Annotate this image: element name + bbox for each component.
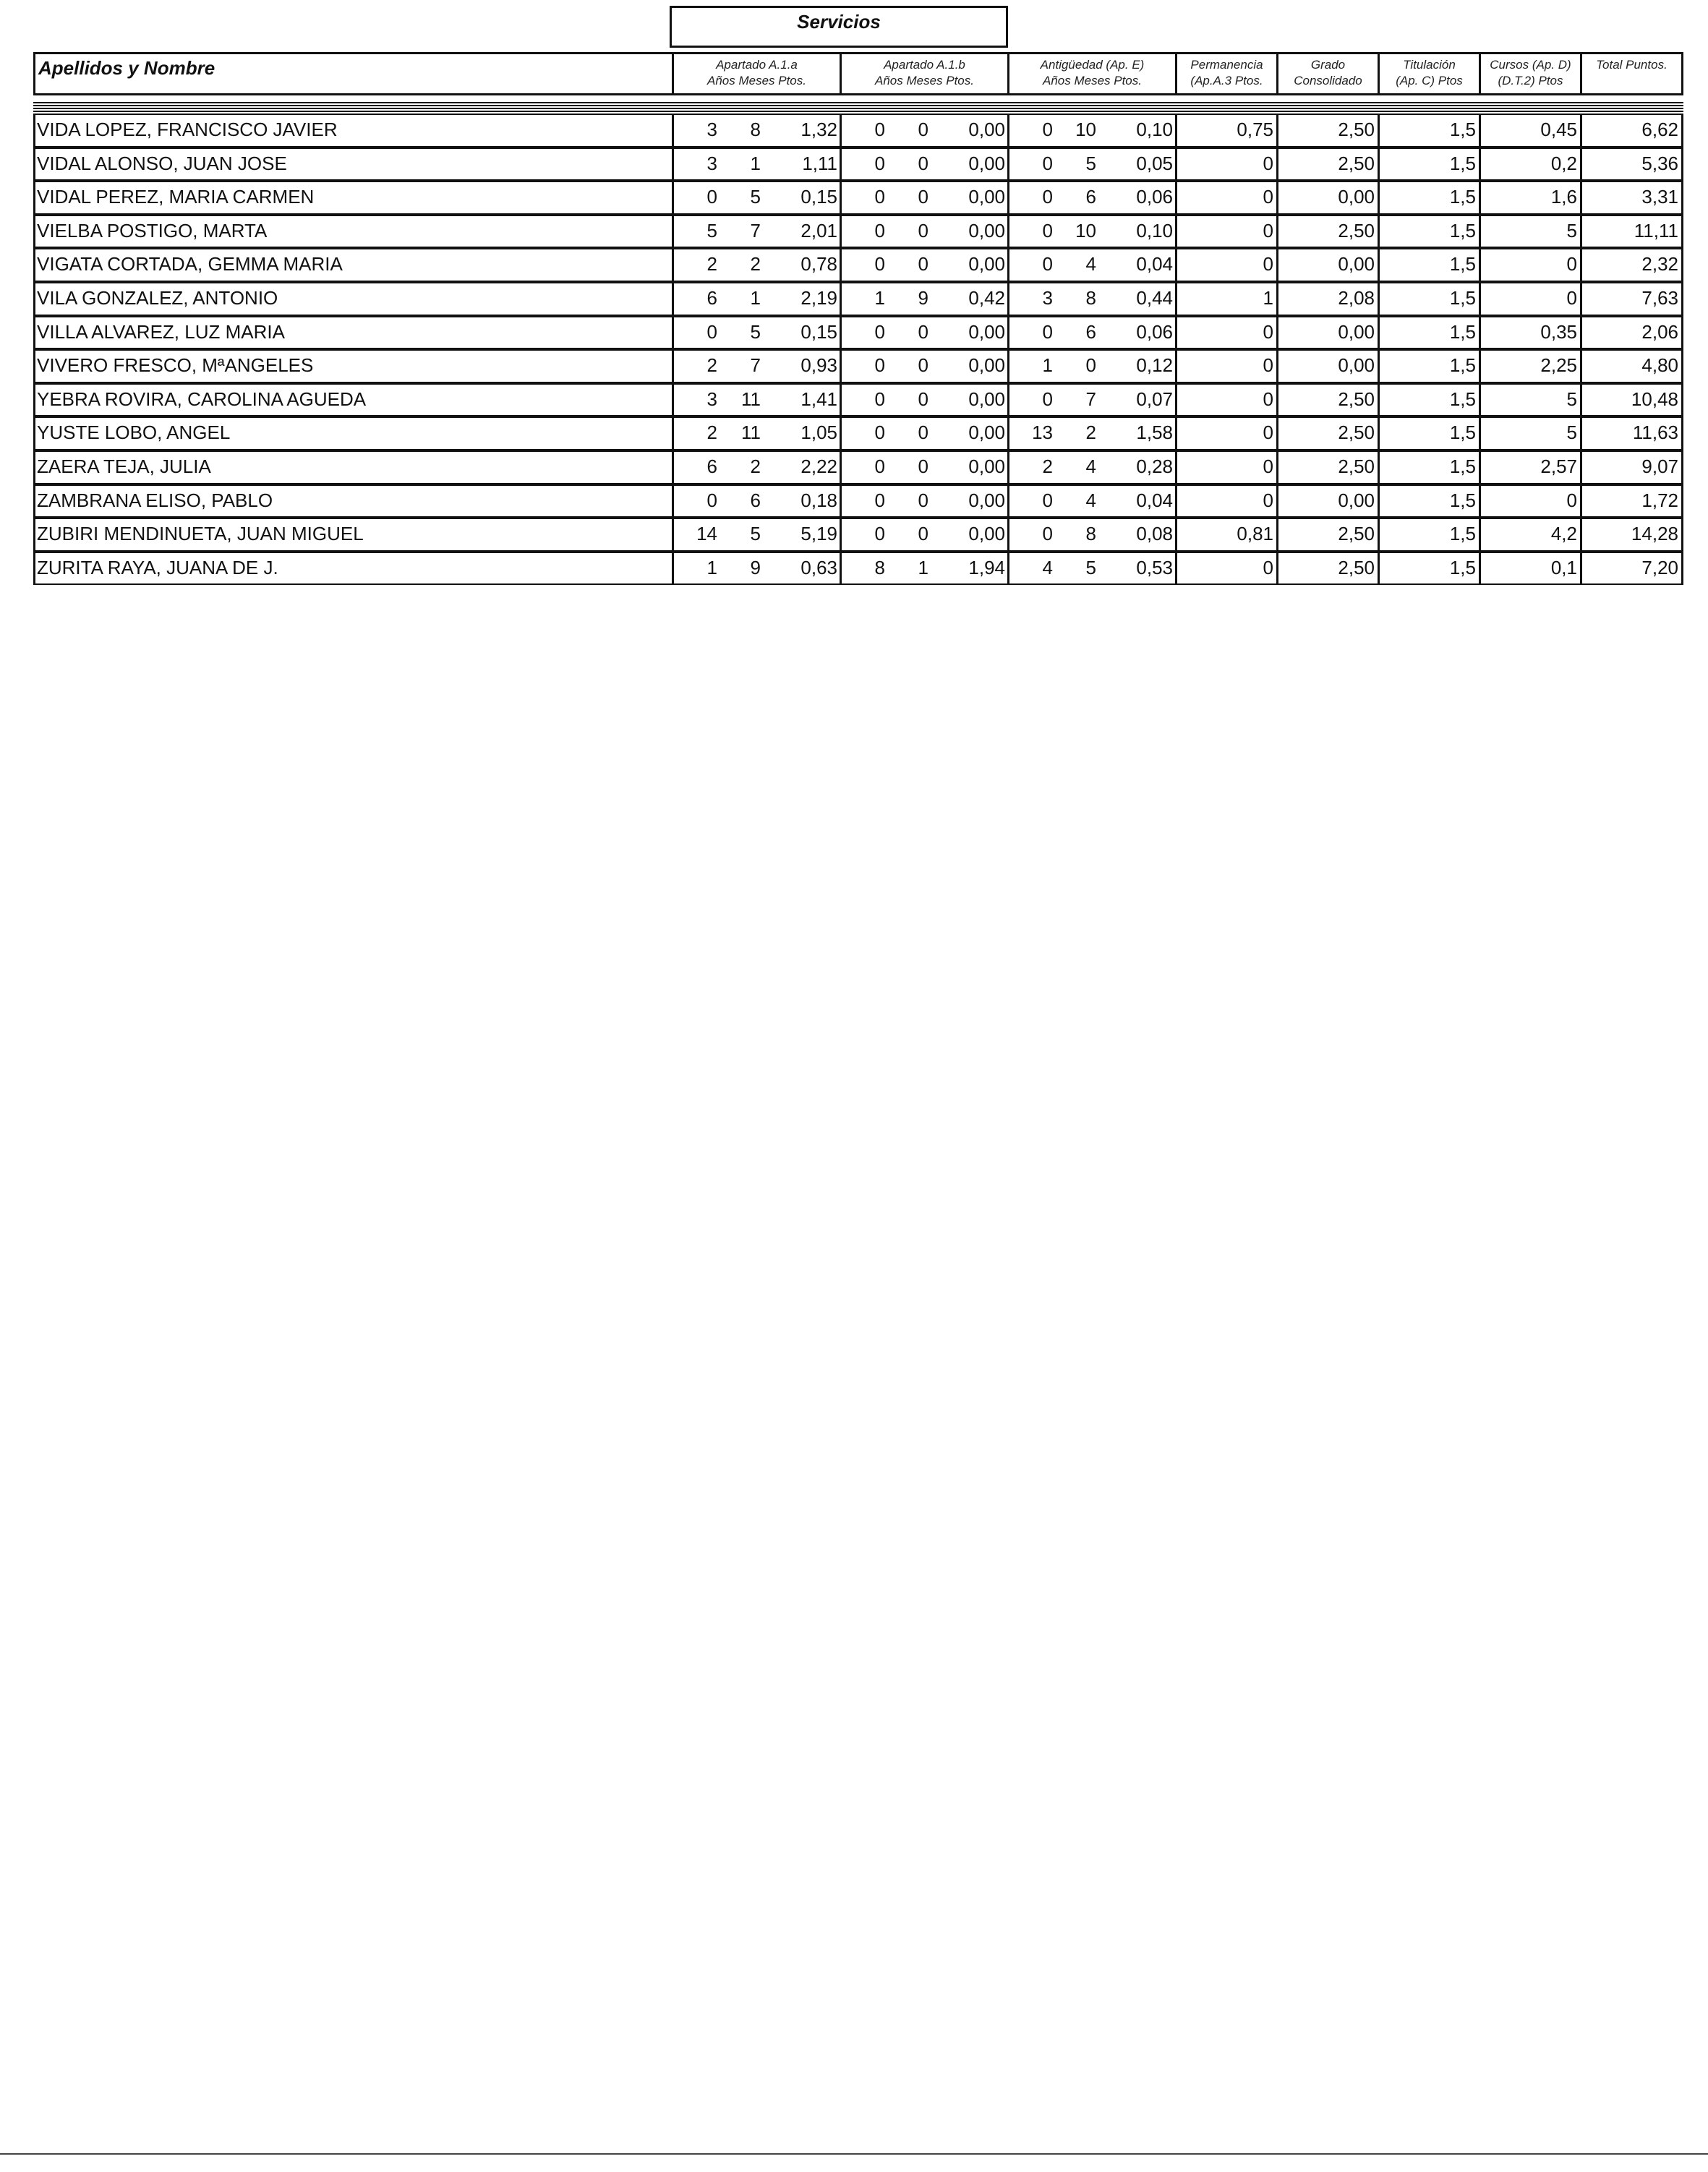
value-ptos: 0,78 bbox=[800, 253, 837, 275]
value-ptos: 2,22 bbox=[800, 455, 837, 477]
value-meses: 10 bbox=[1075, 219, 1096, 241]
value-ptos: 0,06 bbox=[1136, 320, 1173, 343]
cell-permanencia: 0 bbox=[1175, 216, 1276, 247]
value-meses: 0 bbox=[918, 186, 928, 208]
value-anos: 3 bbox=[706, 119, 717, 140]
value-ptos: 0,00 bbox=[968, 523, 1005, 545]
value-anos: 0 bbox=[874, 455, 885, 477]
table-row bbox=[33, 450, 1683, 484]
cell-apartado-a1b bbox=[840, 317, 1007, 349]
cell-cursos: 0,35 bbox=[1479, 317, 1580, 349]
value-meses: 8 bbox=[1085, 286, 1096, 309]
cell-name: VIDAL ALONSO, JUAN JOSE bbox=[37, 152, 287, 174]
cell-titulacion: 1,5 bbox=[1378, 351, 1479, 382]
cell-apartado-a1b bbox=[840, 249, 1007, 281]
cell-antiguedad bbox=[1007, 418, 1175, 449]
value-meses: 11 bbox=[741, 388, 761, 410]
cell-titulacion: 1,5 bbox=[1378, 283, 1479, 315]
value-anos: 6 bbox=[706, 286, 717, 309]
table-row bbox=[33, 552, 1683, 586]
value-meses: 0 bbox=[918, 354, 928, 377]
cell-apartado-a1b bbox=[840, 115, 1007, 146]
value-ptos: 0,04 bbox=[1136, 253, 1173, 275]
value-meses: 4 bbox=[1085, 489, 1096, 511]
cell-apartado-a1a bbox=[672, 418, 840, 449]
value-meses: 0 bbox=[918, 523, 928, 545]
value-ptos: 0,00 bbox=[968, 422, 1005, 444]
cell-total-puntos: 9,07 bbox=[1580, 452, 1681, 483]
value-ptos: 0,18 bbox=[800, 489, 837, 511]
cell-grado-consolidado: 2,50 bbox=[1276, 115, 1378, 146]
value-anos: 13 bbox=[1032, 422, 1053, 444]
table-row bbox=[33, 349, 1683, 383]
value-ptos: 0,12 bbox=[1136, 354, 1173, 377]
value-ptos: 5,19 bbox=[800, 523, 837, 545]
value-meses: 0 bbox=[918, 119, 928, 140]
value-ptos: 0,00 bbox=[968, 253, 1005, 275]
cell-permanencia: 0 bbox=[1175, 418, 1276, 449]
cell-total-puntos: 1,72 bbox=[1580, 486, 1681, 517]
value-meses: 0 bbox=[918, 422, 928, 444]
cell-apartado-a1b bbox=[840, 452, 1007, 483]
value-ptos: 0,10 bbox=[1136, 119, 1173, 140]
cell-permanencia: 0 bbox=[1175, 553, 1276, 584]
value-ptos: 2,01 bbox=[800, 219, 837, 241]
cell-antiguedad bbox=[1007, 385, 1175, 416]
cell-grado-consolidado: 2,50 bbox=[1276, 385, 1378, 416]
value-anos: 0 bbox=[874, 320, 885, 343]
value-ptos: 0,28 bbox=[1136, 455, 1173, 477]
cell-permanencia: 0 bbox=[1175, 317, 1276, 349]
cell-permanencia: 0,81 bbox=[1175, 519, 1276, 550]
cell-titulacion: 1,5 bbox=[1378, 418, 1479, 449]
value-anos: 0 bbox=[1042, 489, 1053, 511]
value-meses: 9 bbox=[750, 556, 761, 578]
cell-antiguedad bbox=[1007, 283, 1175, 315]
table-row bbox=[33, 147, 1683, 181]
value-meses: 10 bbox=[1075, 119, 1096, 140]
cell-apartado-a1b bbox=[840, 182, 1007, 213]
value-ptos: 0,00 bbox=[968, 354, 1005, 377]
table-row bbox=[33, 248, 1683, 282]
cell-cursos: 0,45 bbox=[1479, 115, 1580, 146]
value-meses: 5 bbox=[750, 523, 761, 545]
cell-titulacion: 1,5 bbox=[1378, 149, 1479, 180]
value-ptos: 0,15 bbox=[800, 186, 837, 208]
value-anos: 1 bbox=[706, 556, 717, 578]
cell-name: YUSTE LOBO, ANGEL bbox=[37, 422, 231, 444]
value-meses: 2 bbox=[750, 253, 761, 275]
cell-titulacion: 1,5 bbox=[1378, 519, 1479, 550]
header-separator bbox=[33, 102, 1683, 112]
value-ptos: 0,00 bbox=[968, 388, 1005, 410]
table-row bbox=[33, 416, 1683, 450]
cell-antiguedad bbox=[1007, 249, 1175, 281]
value-anos: 0 bbox=[1042, 253, 1053, 275]
value-meses: 5 bbox=[750, 186, 761, 208]
cell-grado-consolidado: 0,00 bbox=[1276, 249, 1378, 281]
cell-name: ZAERA TEJA, JULIA bbox=[37, 455, 211, 477]
cell-apartado-a1a bbox=[672, 351, 840, 382]
cell-antiguedad bbox=[1007, 519, 1175, 550]
cell-apartado-a1a bbox=[672, 216, 840, 247]
value-anos: 0 bbox=[1042, 320, 1053, 343]
cell-name: ZUBIRI MENDINUETA, JUAN MIGUEL bbox=[37, 523, 364, 545]
cell-antiguedad bbox=[1007, 182, 1175, 213]
value-meses: 8 bbox=[1085, 523, 1096, 545]
value-meses: 5 bbox=[750, 320, 761, 343]
value-ptos: 1,94 bbox=[968, 556, 1005, 578]
cell-cursos: 5 bbox=[1479, 216, 1580, 247]
cell-apartado-a1b bbox=[840, 216, 1007, 247]
cell-titulacion: 1,5 bbox=[1378, 317, 1479, 349]
cell-cursos: 1,6 bbox=[1479, 182, 1580, 213]
header-grado-consolidado: Grado Consolidado bbox=[1276, 54, 1378, 93]
cell-permanencia: 0 bbox=[1175, 149, 1276, 180]
cell-antiguedad bbox=[1007, 452, 1175, 483]
value-ptos: 0,63 bbox=[800, 556, 837, 578]
cell-apartado-a1b bbox=[840, 418, 1007, 449]
value-meses: 0 bbox=[1085, 354, 1096, 377]
cell-grado-consolidado: 2,50 bbox=[1276, 418, 1378, 449]
cell-permanencia: 0 bbox=[1175, 452, 1276, 483]
value-anos: 0 bbox=[706, 489, 717, 511]
cell-cursos: 0 bbox=[1479, 486, 1580, 517]
cell-apartado-a1a bbox=[672, 149, 840, 180]
cell-apartado-a1b bbox=[840, 486, 1007, 517]
value-anos: 0 bbox=[874, 152, 885, 174]
cell-antiguedad bbox=[1007, 486, 1175, 517]
value-meses: 1 bbox=[750, 286, 761, 309]
value-meses: 6 bbox=[1085, 320, 1096, 343]
value-meses: 1 bbox=[918, 556, 928, 578]
cell-total-puntos: 11,63 bbox=[1580, 418, 1681, 449]
table-row bbox=[33, 215, 1683, 249]
value-meses: 4 bbox=[1085, 455, 1096, 477]
cell-cursos: 5 bbox=[1479, 385, 1580, 416]
cell-permanencia: 0 bbox=[1175, 249, 1276, 281]
cell-cursos: 0,2 bbox=[1479, 149, 1580, 180]
value-anos: 0 bbox=[874, 354, 885, 377]
table-row bbox=[33, 114, 1683, 147]
value-anos: 0 bbox=[1042, 523, 1053, 545]
value-ptos: 0,00 bbox=[968, 119, 1005, 140]
value-ptos: 0,42 bbox=[968, 286, 1005, 309]
header-antiguedad: Antigüedad (Ap. E) Años Meses Ptos. bbox=[1007, 54, 1175, 93]
value-meses: 0 bbox=[918, 320, 928, 343]
value-ptos: 0,07 bbox=[1136, 388, 1173, 410]
value-anos: 3 bbox=[706, 388, 717, 410]
cell-apartado-a1b bbox=[840, 385, 1007, 416]
cell-apartado-a1a bbox=[672, 283, 840, 315]
value-meses: 8 bbox=[750, 119, 761, 140]
header-titulacion: Titulación (Ap. C) Ptos bbox=[1378, 54, 1479, 93]
cell-total-puntos: 4,80 bbox=[1580, 351, 1681, 382]
cell-name: VIVERO FRESCO, MªANGELES bbox=[37, 354, 314, 377]
value-ptos: 0,08 bbox=[1136, 523, 1173, 545]
cell-grado-consolidado: 0,00 bbox=[1276, 486, 1378, 517]
value-ptos: 0,00 bbox=[968, 320, 1005, 343]
header-apartado-a1b: Apartado A.1.b Años Meses Ptos. bbox=[840, 54, 1007, 93]
value-anos: 0 bbox=[1042, 219, 1053, 241]
value-ptos: 0,00 bbox=[968, 489, 1005, 511]
value-ptos: 0,93 bbox=[800, 354, 837, 377]
value-anos: 0 bbox=[706, 186, 717, 208]
cell-total-puntos: 7,63 bbox=[1580, 283, 1681, 315]
cell-apartado-a1b bbox=[840, 149, 1007, 180]
cell-permanencia: 0 bbox=[1175, 486, 1276, 517]
cell-grado-consolidado: 2,50 bbox=[1276, 519, 1378, 550]
cell-apartado-a1a bbox=[672, 115, 840, 146]
header-total-puntos: Total Puntos. bbox=[1580, 54, 1681, 93]
value-anos: 0 bbox=[1042, 186, 1053, 208]
cell-cursos: 5 bbox=[1479, 418, 1580, 449]
value-anos: 4 bbox=[1042, 556, 1053, 578]
value-meses: 0 bbox=[918, 219, 928, 241]
value-meses: 1 bbox=[750, 152, 761, 174]
cell-name: VIDA LOPEZ, FRANCISCO JAVIER bbox=[37, 119, 338, 140]
cell-permanencia: 0 bbox=[1175, 385, 1276, 416]
cell-antiguedad bbox=[1007, 149, 1175, 180]
cell-total-puntos: 10,48 bbox=[1580, 385, 1681, 416]
value-meses: 6 bbox=[750, 489, 761, 511]
header-apartado-a1a: Apartado A.1.a Años Meses Ptos. bbox=[672, 54, 840, 93]
value-meses: 2 bbox=[1085, 422, 1096, 444]
cell-name: ZAMBRANA ELISO, PABLO bbox=[37, 489, 273, 511]
cell-grado-consolidado: 0,00 bbox=[1276, 182, 1378, 213]
cell-permanencia: 0 bbox=[1175, 182, 1276, 213]
value-anos: 0 bbox=[706, 320, 717, 343]
value-meses: 9 bbox=[918, 286, 928, 309]
cell-total-puntos: 14,28 bbox=[1580, 519, 1681, 550]
cell-permanencia: 0 bbox=[1175, 351, 1276, 382]
value-anos: 3 bbox=[706, 152, 717, 174]
value-anos: 5 bbox=[706, 219, 717, 241]
cell-titulacion: 1,5 bbox=[1378, 385, 1479, 416]
table-body bbox=[33, 114, 1683, 585]
cell-apartado-a1a bbox=[672, 182, 840, 213]
value-ptos: 1,58 bbox=[1136, 422, 1173, 444]
cell-apartado-a1a bbox=[672, 452, 840, 483]
value-anos: 0 bbox=[874, 119, 885, 140]
value-ptos: 1,11 bbox=[802, 152, 837, 174]
cell-antiguedad bbox=[1007, 351, 1175, 382]
cell-cursos: 0 bbox=[1479, 249, 1580, 281]
cell-cursos: 4,2 bbox=[1479, 519, 1580, 550]
cell-total-puntos: 7,20 bbox=[1580, 553, 1681, 584]
value-anos: 0 bbox=[874, 489, 885, 511]
value-meses: 4 bbox=[1085, 253, 1096, 275]
cell-titulacion: 1,5 bbox=[1378, 553, 1479, 584]
cell-apartado-a1b bbox=[840, 283, 1007, 315]
value-anos: 3 bbox=[1042, 286, 1053, 309]
cell-grado-consolidado: 0,00 bbox=[1276, 317, 1378, 349]
cell-apartado-a1a bbox=[672, 249, 840, 281]
value-ptos: 0,00 bbox=[968, 219, 1005, 241]
value-meses: 11 bbox=[741, 422, 761, 444]
table-row bbox=[33, 383, 1683, 417]
value-meses: 0 bbox=[918, 253, 928, 275]
cell-name: ZURITA RAYA, JUANA DE J. bbox=[37, 556, 278, 578]
cell-grado-consolidado: 2,50 bbox=[1276, 553, 1378, 584]
value-ptos: 0,06 bbox=[1136, 186, 1173, 208]
value-meses: 7 bbox=[1085, 388, 1096, 410]
value-meses: 0 bbox=[918, 388, 928, 410]
header-permanencia: Permanencia (Ap.A.3 Ptos. bbox=[1175, 54, 1276, 93]
value-meses: 5 bbox=[1085, 556, 1096, 578]
cell-apartado-a1b bbox=[840, 519, 1007, 550]
cell-grado-consolidado: 2,08 bbox=[1276, 283, 1378, 315]
value-meses: 5 bbox=[1085, 152, 1096, 174]
value-ptos: 0,15 bbox=[800, 320, 837, 343]
value-ptos: 2,19 bbox=[800, 286, 837, 309]
value-meses: 0 bbox=[918, 152, 928, 174]
value-anos: 1 bbox=[874, 286, 885, 309]
value-anos: 0 bbox=[874, 186, 885, 208]
value-anos: 2 bbox=[706, 253, 717, 275]
cell-total-puntos: 3,31 bbox=[1580, 182, 1681, 213]
value-anos: 0 bbox=[1042, 388, 1053, 410]
value-anos: 6 bbox=[706, 455, 717, 477]
cell-antiguedad bbox=[1007, 553, 1175, 584]
cell-apartado-a1b bbox=[840, 553, 1007, 584]
cell-total-puntos: 5,36 bbox=[1580, 149, 1681, 180]
cell-name: VIGATA CORTADA, GEMMA MARIA bbox=[37, 253, 343, 275]
value-ptos: 0,00 bbox=[968, 186, 1005, 208]
cell-antiguedad bbox=[1007, 115, 1175, 146]
cell-name: YEBRA ROVIRA, CAROLINA AGUEDA bbox=[37, 388, 367, 410]
cell-grado-consolidado: 2,50 bbox=[1276, 149, 1378, 180]
cell-apartado-a1a bbox=[672, 385, 840, 416]
value-anos: 2 bbox=[1042, 455, 1053, 477]
value-meses: 6 bbox=[1085, 186, 1096, 208]
cell-total-puntos: 2,32 bbox=[1580, 249, 1681, 281]
page-bottom-rule bbox=[0, 2153, 1708, 2155]
value-meses: 7 bbox=[750, 354, 761, 377]
cell-grado-consolidado: 2,50 bbox=[1276, 452, 1378, 483]
value-ptos: 1,05 bbox=[800, 422, 837, 444]
cell-name: VILLA ALVAREZ, LUZ MARIA bbox=[37, 320, 285, 343]
cell-cursos: 2,25 bbox=[1479, 351, 1580, 382]
cell-name: VILA GONZALEZ, ANTONIO bbox=[37, 286, 278, 309]
cell-apartado-a1b bbox=[840, 351, 1007, 382]
header-cursos: Cursos (Ap. D) (D.T.2) Ptos bbox=[1479, 54, 1580, 93]
value-ptos: 0,44 bbox=[1136, 286, 1173, 309]
value-ptos: 0,05 bbox=[1136, 152, 1173, 174]
value-meses: 2 bbox=[750, 455, 761, 477]
table-row bbox=[33, 316, 1683, 350]
header-apellidos-nombre: Apellidos y Nombre bbox=[38, 57, 215, 79]
value-ptos: 0,04 bbox=[1136, 489, 1173, 511]
value-anos: 0 bbox=[874, 219, 885, 241]
cell-name: VIELBA POSTIGO, MARTA bbox=[37, 219, 268, 241]
table-row bbox=[33, 282, 1683, 316]
value-anos: 0 bbox=[874, 422, 885, 444]
table-row bbox=[33, 181, 1683, 215]
value-meses: 0 bbox=[918, 455, 928, 477]
value-ptos: 0,00 bbox=[968, 455, 1005, 477]
value-ptos: 1,32 bbox=[800, 119, 837, 140]
cell-titulacion: 1,5 bbox=[1378, 249, 1479, 281]
cell-permanencia: 0,75 bbox=[1175, 115, 1276, 146]
table-row bbox=[33, 484, 1683, 518]
value-meses: 7 bbox=[750, 219, 761, 241]
cell-antiguedad bbox=[1007, 216, 1175, 247]
cell-grado-consolidado: 0,00 bbox=[1276, 351, 1378, 382]
cell-grado-consolidado: 2,50 bbox=[1276, 216, 1378, 247]
cell-apartado-a1a bbox=[672, 519, 840, 550]
servicios-header: Servicios bbox=[670, 6, 1008, 48]
cell-cursos: 0,1 bbox=[1479, 553, 1580, 584]
cell-titulacion: 1,5 bbox=[1378, 182, 1479, 213]
value-ptos: 0,53 bbox=[1136, 556, 1173, 578]
value-anos: 0 bbox=[874, 523, 885, 545]
cell-total-puntos: 11,11 bbox=[1580, 216, 1681, 247]
value-meses: 0 bbox=[918, 489, 928, 511]
cell-apartado-a1a bbox=[672, 486, 840, 517]
table-row bbox=[33, 518, 1683, 552]
cell-titulacion: 1,5 bbox=[1378, 216, 1479, 247]
value-anos: 2 bbox=[706, 422, 717, 444]
cell-apartado-a1a bbox=[672, 317, 840, 349]
cell-cursos: 0 bbox=[1479, 283, 1580, 315]
cell-permanencia: 1 bbox=[1175, 283, 1276, 315]
value-anos: 14 bbox=[696, 523, 717, 545]
value-anos: 8 bbox=[874, 556, 885, 578]
cell-antiguedad bbox=[1007, 317, 1175, 349]
value-anos: 0 bbox=[874, 388, 885, 410]
cell-titulacion: 1,5 bbox=[1378, 486, 1479, 517]
cell-apartado-a1a bbox=[672, 553, 840, 584]
value-anos: 1 bbox=[1042, 354, 1053, 377]
cell-total-puntos: 6,62 bbox=[1580, 115, 1681, 146]
cell-titulacion: 1,5 bbox=[1378, 452, 1479, 483]
value-anos: 0 bbox=[1042, 119, 1053, 140]
value-ptos: 0,00 bbox=[968, 152, 1005, 174]
value-anos: 2 bbox=[706, 354, 717, 377]
value-anos: 0 bbox=[874, 253, 885, 275]
value-anos: 0 bbox=[1042, 152, 1053, 174]
cell-name: VIDAL PEREZ, MARIA CARMEN bbox=[37, 186, 315, 208]
cell-titulacion: 1,5 bbox=[1378, 115, 1479, 146]
value-ptos: 1,41 bbox=[800, 388, 837, 410]
value-ptos: 0,10 bbox=[1136, 219, 1173, 241]
table-header bbox=[33, 52, 1683, 95]
cell-total-puntos: 2,06 bbox=[1580, 317, 1681, 349]
cell-cursos: 2,57 bbox=[1479, 452, 1580, 483]
